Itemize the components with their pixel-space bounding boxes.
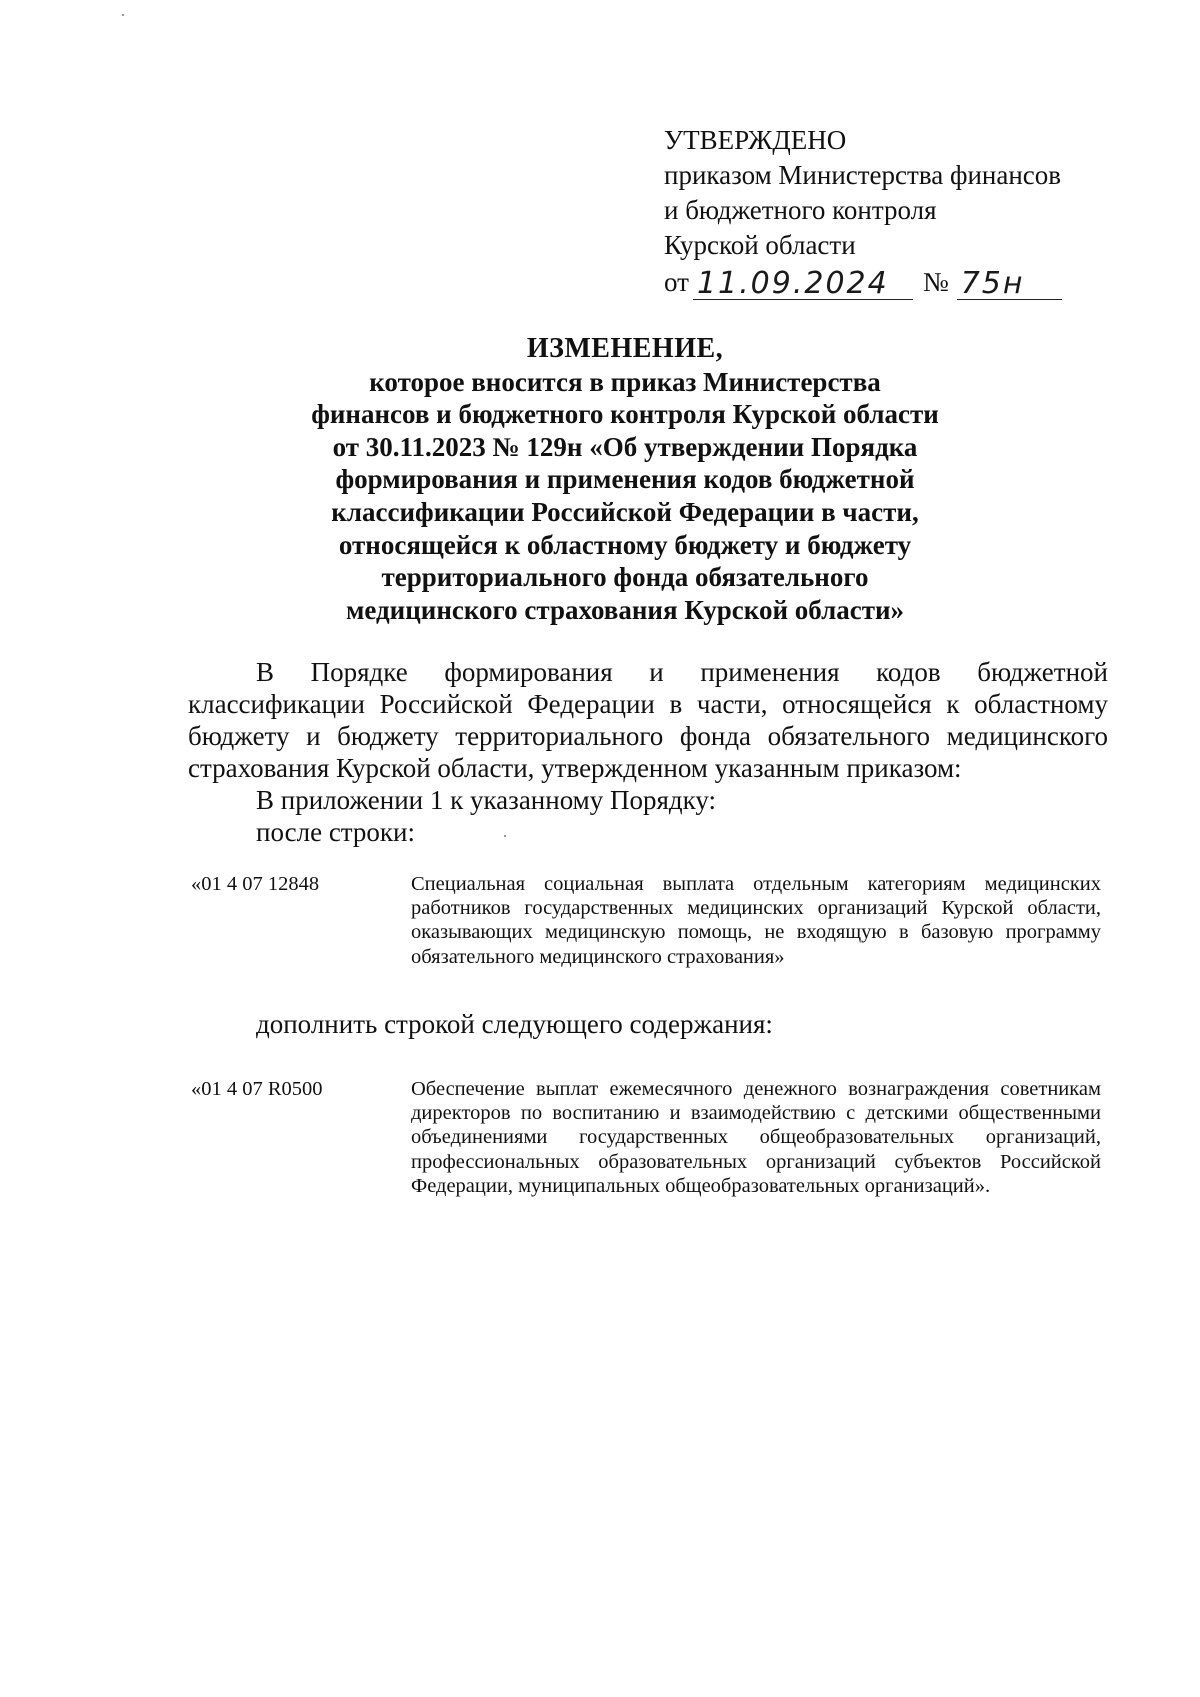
approval-block — [664, 123, 1104, 300]
title-line: от 30.11.2023 № 129н «Об утверждении Порядка — [332, 431, 918, 462]
approval-heading: УТВЕРЖДЕНО — [664, 125, 847, 155]
title-line: территориального фонда обязательного — [381, 562, 869, 593]
after-row-line: после строки: — [256, 817, 415, 847]
title-line: относящейся к областному бюджету и бюджету — [338, 529, 912, 560]
document-title — [250, 333, 1000, 626]
row-code: «01 4 07 R0500 — [191, 1078, 323, 1100]
row-description: Обеспечение выплат ежемесячного денежного вознаграждения советникам директоров по воспитанию и взаимодействию с детскими общественными объединениями государственных общеобразовательных организаций, профессиональных образовательных организаций субъектов Российской Федерации, муниципальных общеобразовательных организаций». — [411, 1078, 1101, 1197]
title-line: медицинского страхования Курской области» — [345, 594, 905, 625]
title-line: формирования и применения кодов бюджетной — [335, 464, 915, 495]
title-line: классификации Российской Федерации в части, — [331, 496, 919, 527]
title-heading: ИЗМЕНЕНИЕ, — [526, 333, 724, 364]
row-description: Специальная социальная выплата отдельным категориям медицинских работников государственных медицинских организаций Курской области, оказывающих медицинскую помощь, не входящую в базовую программу обязательного медицинского страхования» — [411, 873, 1101, 968]
handwritten-date: 11.09.2024 — [693, 269, 913, 300]
approval-date-line — [664, 265, 1104, 300]
handwritten-number: 75н — [957, 269, 1062, 300]
body-paragraph: В Порядке формирования и применения кодов бюджетной классификации Российской Федерации в части, относящейся к областному бюджету и бюджету территориального фонда обязательного медицинского страхования Курской области, утвержденном указанным приказом: — [188, 657, 1108, 783]
row-code: «01 4 07 12848 — [191, 873, 320, 895]
approval-line-3: Курской области — [664, 230, 856, 260]
document-body — [188, 656, 1108, 848]
classification-row-new — [191, 1077, 1101, 1198]
appendix-line: В приложении 1 к указанному Порядку: — [256, 785, 717, 815]
approval-line-1: приказом Министерства финансов — [664, 160, 1062, 190]
title-line: которое вносится в приказ Министерства — [369, 366, 881, 397]
scan-speck — [122, 14, 124, 16]
supplement-line: дополнить строкой следующего содержания: — [256, 1009, 773, 1039]
from-label: от — [664, 267, 689, 297]
classification-row-existing — [191, 872, 1101, 969]
approval-line-2: и бюджетного контроля — [664, 195, 937, 225]
number-sign: № — [922, 267, 949, 297]
title-line: финансов и бюджетного контроля Курской области — [311, 399, 939, 430]
